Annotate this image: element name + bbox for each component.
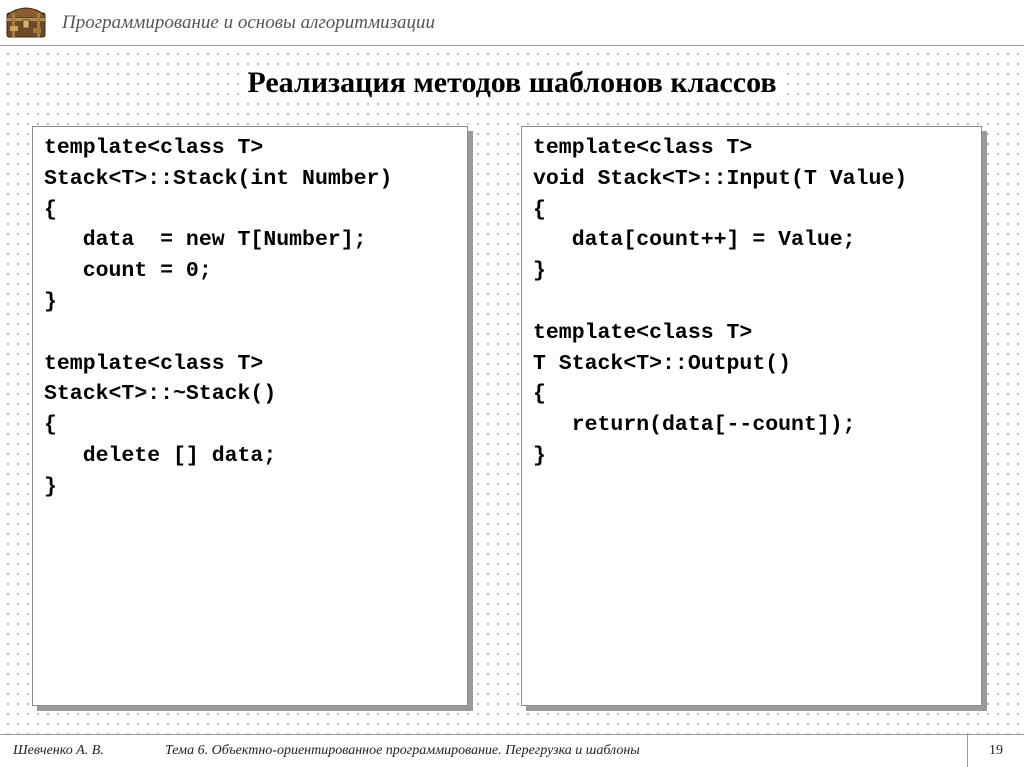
code-line: } bbox=[44, 289, 57, 314]
treasure-chest-icon bbox=[6, 4, 46, 38]
code-line: template<class T> bbox=[44, 136, 264, 160]
code-panel-left bbox=[32, 126, 468, 706]
code-line: template<class T> bbox=[44, 351, 264, 376]
code-line: T Stack<T>::Output() bbox=[533, 351, 792, 376]
code-line: } bbox=[44, 474, 57, 499]
code-line: count = 0; bbox=[44, 259, 212, 284]
course-title: Программирование и основы алгоритмизации bbox=[62, 12, 436, 33]
code-line: return(data[--count]); bbox=[533, 413, 856, 438]
footer-divider bbox=[0, 734, 1024, 735]
code-line: } bbox=[533, 443, 546, 468]
code-line: data = new T[Number]; bbox=[44, 228, 367, 253]
footer-topic: Тема 6. Объектно-ориентированное программирование. Перегрузка и шаблоны bbox=[165, 743, 640, 758]
code-line: template<class T> bbox=[533, 136, 753, 160]
slide-title bbox=[0, 66, 1024, 100]
code-line: Stack<T>::Stack(int Number) bbox=[44, 166, 393, 191]
code-line: { bbox=[533, 197, 546, 222]
footer-author: Шевченко А. В. bbox=[13, 743, 104, 758]
code-line: delete [] data; bbox=[44, 443, 277, 468]
page-number: 19 bbox=[989, 743, 1003, 758]
code-line: template<class T> bbox=[533, 320, 753, 345]
code-line bbox=[44, 318, 467, 349]
code-line: Stack<T>::~Stack() bbox=[44, 382, 277, 407]
code-line: { bbox=[533, 382, 546, 407]
code-line: data[count++] = Value; bbox=[533, 228, 856, 253]
code-panel-right bbox=[521, 126, 982, 706]
code-line: } bbox=[533, 259, 546, 284]
code-line: { bbox=[44, 413, 57, 438]
code-line bbox=[533, 287, 981, 318]
code-line: { bbox=[44, 197, 57, 222]
slide-header bbox=[0, 0, 1024, 46]
slide-title-text: Реализация методов шаблонов классов bbox=[241, 66, 782, 99]
code-block-right bbox=[522, 127, 981, 472]
code-block-left bbox=[33, 127, 467, 503]
code-line: void Stack<T>::Input(T Value) bbox=[533, 166, 908, 191]
slide-footer bbox=[0, 734, 1024, 767]
